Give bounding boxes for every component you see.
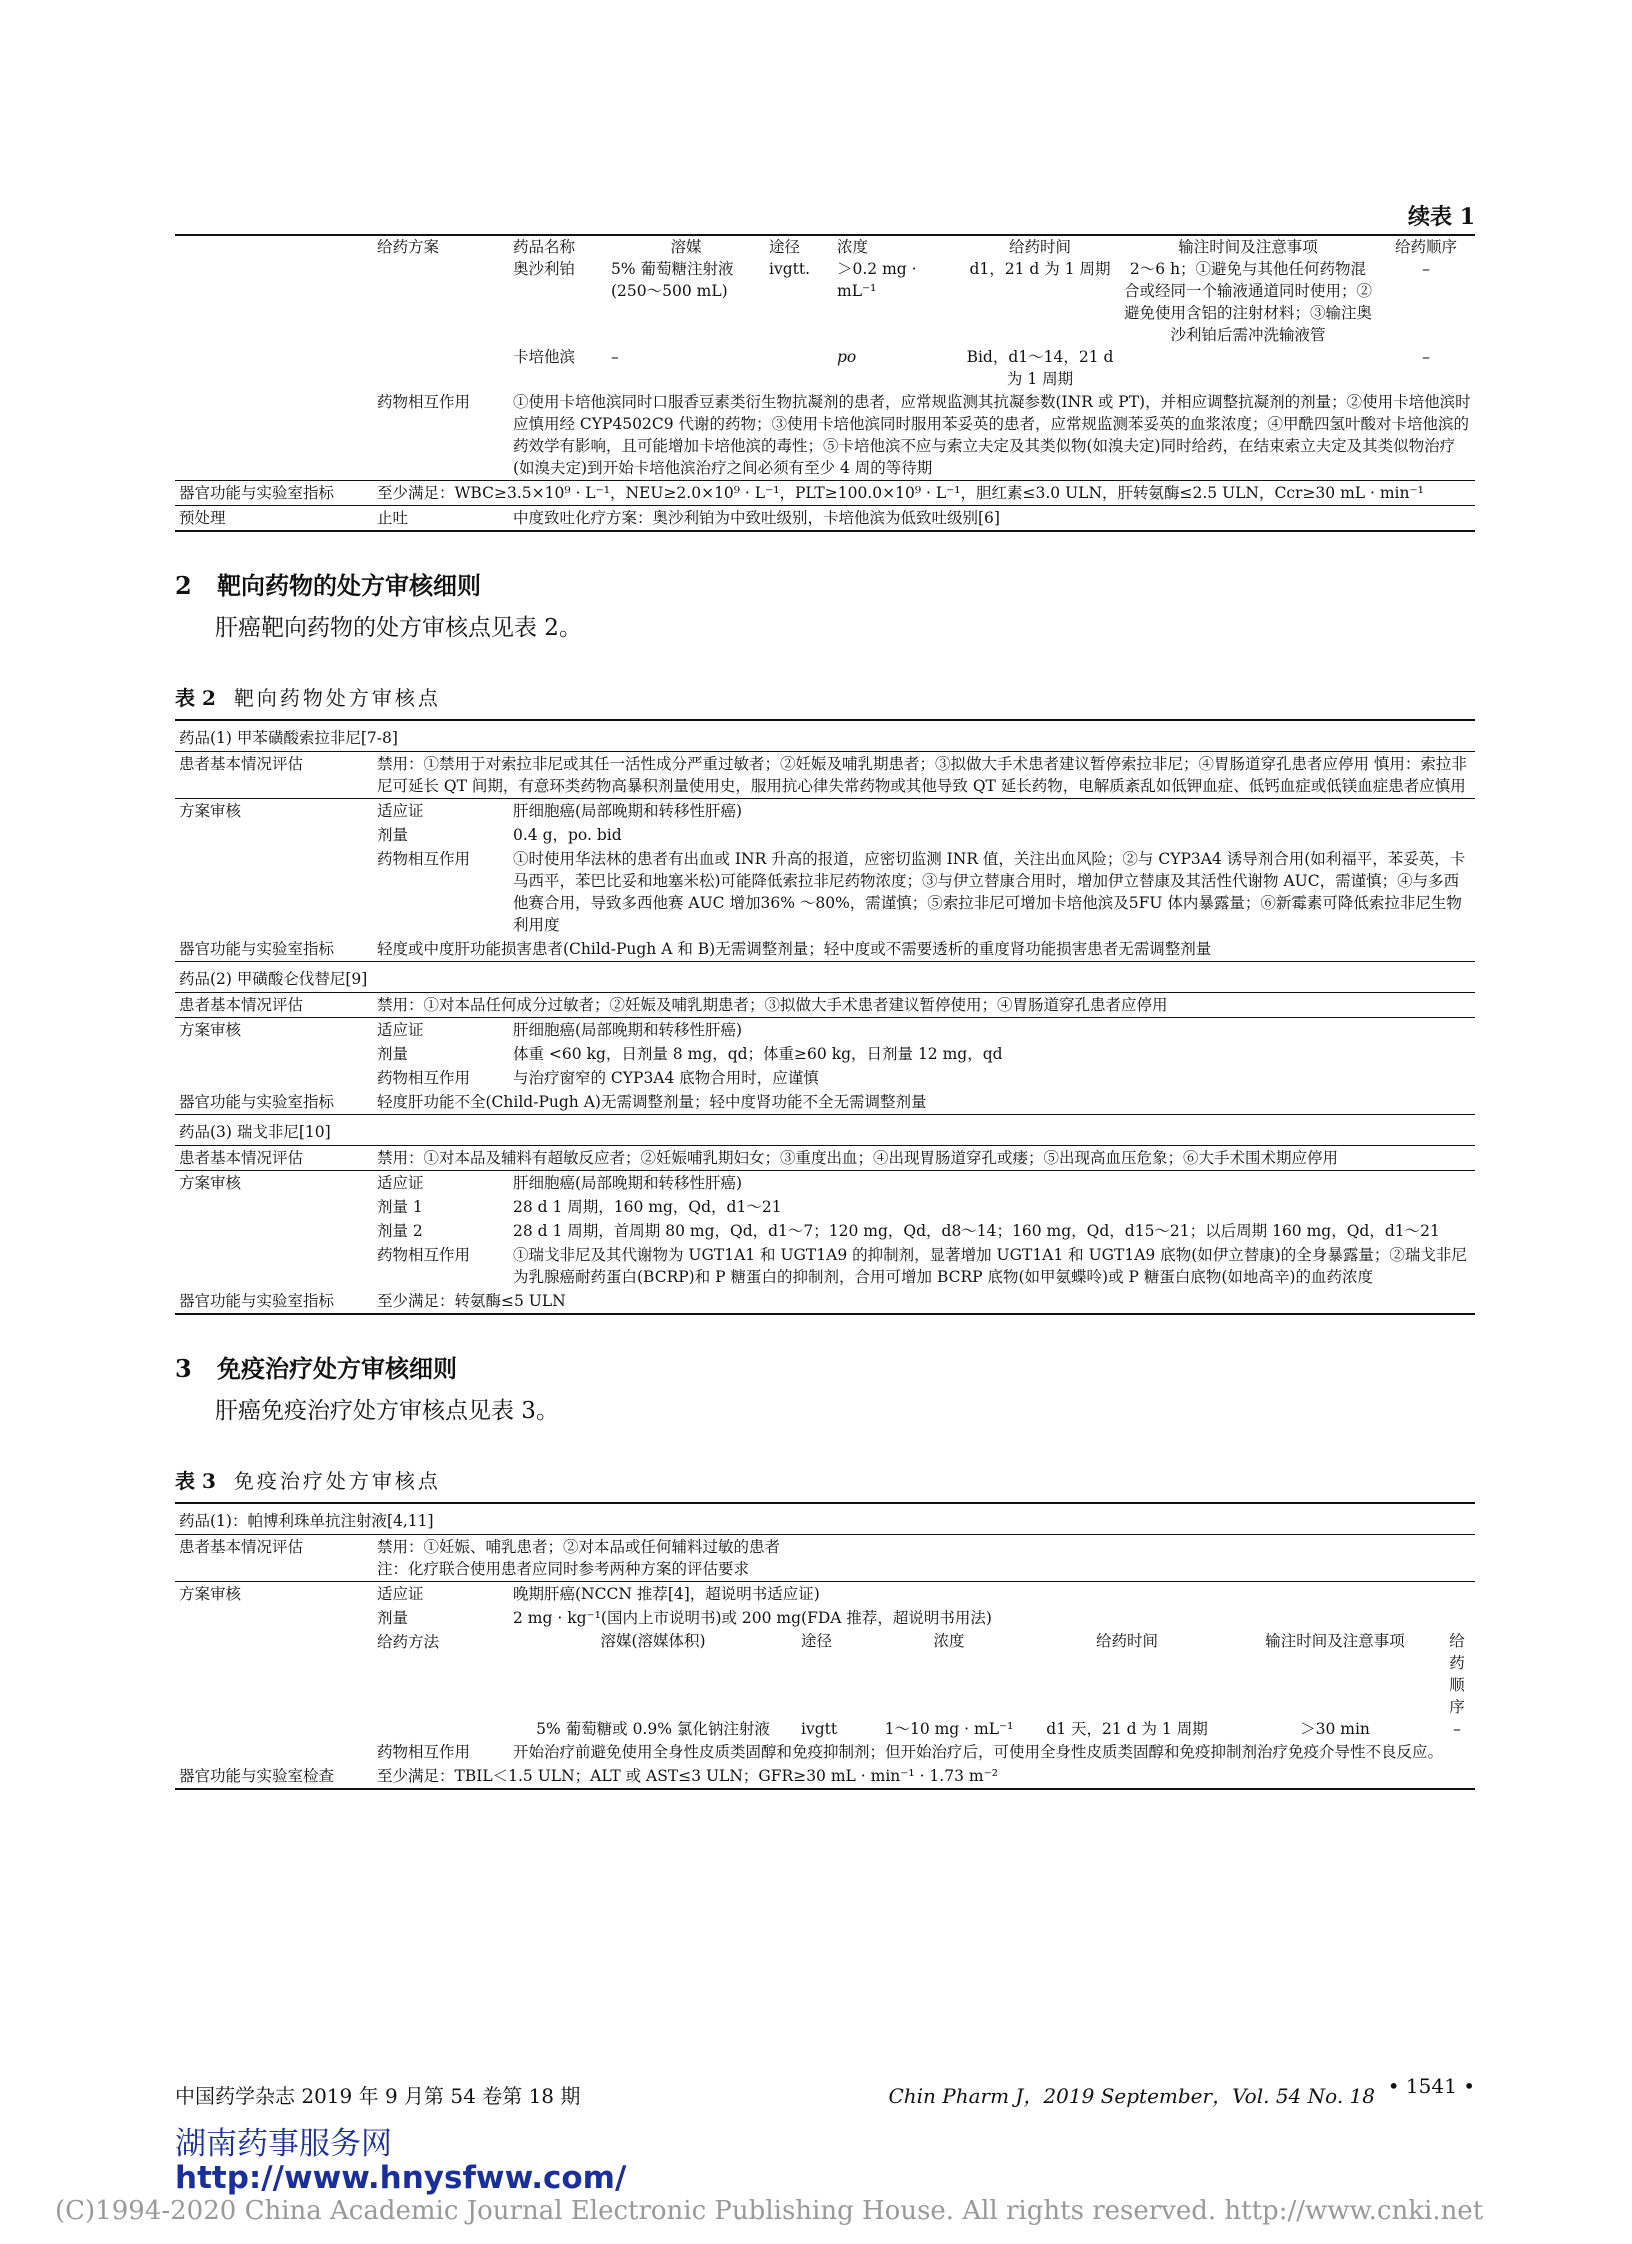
- plan-row: 剂量 2 mg · kg⁻¹(国内上市说明书)或 200 mg(FDA 推荐，超说明书用法): [377, 1609, 992, 1627]
- regimen-header-cell: 给药顺序: [1394, 238, 1457, 256]
- pretreatment-text: 中度致吐化疗方案：奥沙利铂为中致吐级别，卡培他滨为低致吐级别[6]: [509, 506, 1475, 532]
- organ-row: 器官功能与实验室指标 至少满足：转氨酶≤5 ULN: [179, 1292, 566, 1310]
- solvent: –: [611, 348, 619, 366]
- solvent: 5% 葡萄糖注射液(250～500 mL): [611, 260, 734, 300]
- table1-continued: [175, 234, 1475, 532]
- patient-row: 患者基本情况评估 禁用：①妊娠、哺乳患者；②对本品或任何辅料过敏的患者 注：化疗联合使用患者应同时参考两种方案的评估要求: [179, 1538, 781, 1578]
- watermark-url[interactable]: http://www.hnysfww.com/: [175, 2160, 627, 2196]
- organ-row: 器官功能与实验室检查 至少满足：TBIL＜1.5 ULN；ALT 或 AST≤3 ULN；GFR≥30 mL · min⁻¹ · 1.73 m⁻²: [179, 1767, 998, 1785]
- row-label: 药物相互作用: [377, 393, 471, 411]
- patient-row: 患者基本情况评估 禁用：①禁用于对索拉非尼或其任一活性成分严重过敏者；②妊娠及哺乳期患者；③拟做大手术患者建议暂停索拉非尼；④胃肠道穿孔患者应停用 慎用：索拉非尼可延长 QT 间期，有意环类药物高暴积剂量使用史，服用抗心律失常药物或其他导致 QT 延长药物，电解质紊乱如低钾血症、低钙血症或低镁血症患者应慎用: [179, 755, 1467, 795]
- organ-row: 器官功能与实验室指标 轻度肝功能不全(Child-Pugh A)无需调整剂量；轻中度肾功能不全无需调整剂量: [179, 1093, 927, 1111]
- drug-name: 卡培他滨: [513, 348, 576, 366]
- plan-row: 剂量 0.4 g，po. bid: [377, 826, 622, 844]
- regimen-header-cell: 给药时间: [1008, 238, 1071, 256]
- drug-header: 药品(3) 瑞戈非尼[10]: [175, 1115, 1475, 1146]
- page: [175, 200, 1475, 1790]
- plan-row: 药物相互作用 开始治疗前避免使用全身性皮质类固醇和免疫抑制剂；但开始治疗后，可使用全身性皮质类固醇和免疫抑制剂治疗免疫介导性不良反应。: [377, 1743, 1444, 1761]
- section-heading-3: 3 免疫治疗处方审核细则: [175, 1354, 457, 1383]
- organ-text: 至少满足：WBC≥3.5×10⁹ · L⁻¹，NEU≥2.0×10⁹ · L⁻¹，PLT≥100.0×10⁹ · L⁻¹，胆红素≤3.0 ULN，肝转氨酶≤2.5 ULN，Ccr≥30 mL · min⁻¹: [373, 481, 1475, 506]
- section-3-paragraph: 肝癌免疫治疗处方审核点见表 3。: [215, 1398, 559, 1424]
- plan-row: 药物相互作用 与治疗窗窄的 CYP3A4 底物合用时，应谨慎: [377, 1069, 819, 1087]
- regimen-row-oxaliplatin: [373, 258, 1475, 346]
- drug-name: 奥沙利铂: [513, 260, 576, 278]
- regimen-header: [373, 236, 1475, 258]
- page-number: • 1541 •: [1387, 2074, 1475, 2098]
- drug-header: 药品(1) 甲苯磺酸索拉非尼[7-8]: [175, 720, 1475, 752]
- table2-caption: 表 2 靶向药物处方审核点: [175, 686, 441, 710]
- interaction-text: ①使用卡培他滨同时口服香豆素类衍生物抗凝剂的患者，应常规监测其抗凝参数(INR 或 PT)，并相应调整抗凝剂的剂量；②使用卡培他滨时应慎用经 CYP4502C9 代谢的药物；③使用卡培他滨同时服用苯妥英的患者，应常规监测苯妥英的血浆浓度；④甲酰四氢叶酸对卡培他滨的药效学有影响，且可能增加卡培他滨的毒性；⑤卡培他滨不应与索立夫定及其类似物(如溴夫定)同时给药，在结束索立夫定及其类似物治疗(如溴夫定)到开始卡培他滨治疗之间必须有至少 4 周的等待期: [513, 393, 1471, 477]
- concentration: ＞0.2 mg · mL⁻¹: [837, 260, 917, 300]
- plan-row: 药物相互作用 ①时使用华法林的患者有出血或 INR 升高的报道，应密切监测 INR 值，关注出血风险；②与 CYP3A4 诱导剂合用(如利福平，苯妥英，卡马西平，苯巴比妥和地塞米松)可能降低索拉非尼药物浓度；③与伊立替康合用时，增加伊立替康及其活性代谢物 AUC，需谨慎；④与多西他赛合用，导致多西他赛 AUC 增加36% ～80%，需谨慎；⑤索拉非尼可增加卡培他滨及5FU 体内暴露量；⑥新霉素可降低索拉非尼生物利用度: [377, 850, 1466, 934]
- plan-row: 剂量 体重 <60 kg，日剂量 8 mg，qd；体重≥60 kg，日剂量 12 mg，qd: [377, 1045, 1003, 1063]
- patient-row: 患者基本情况评估 禁用：①对本品任何成分过敏者；②妊娠及哺乳期患者；③拟做大手术患者建议暂停使用；④胃肠道穿孔患者应停用: [179, 996, 1168, 1014]
- regimen-header-cell: 浓度: [837, 238, 869, 256]
- table1-continued-label: 续表 1: [1408, 204, 1475, 230]
- regimen-header-cell: 溶媒: [670, 238, 702, 256]
- interaction-row: [175, 390, 1475, 481]
- method-header-row: 给药方法 溶媒(溶媒体积) 途径 浓度 给药时间 输注时间及注意事项 给药顺序 5% 葡萄糖或 0.9% 氯化钠注射液 ivgtt 1～10 mg · mL⁻¹ d1 天，21 d 为 1 周期 ＞30 min –: [175, 1630, 1475, 1740]
- order: –: [1422, 348, 1430, 366]
- plan-row: 方案审核 适应证 肝细胞癌(局部晚期和转移性肝癌): [175, 1171, 1475, 1196]
- pretreatment-row: [175, 506, 1475, 532]
- method-table: 溶媒(溶媒体积) 途径 浓度 给药时间 输注时间及注意事项 给药顺序 5% 葡萄糖或 0.9% 氯化钠注射液 ivgtt 1～10 mg · mL⁻¹ d1 天，21 d 为 1 周期 ＞30 min –: [536, 1632, 1465, 1738]
- order: –: [1422, 260, 1430, 278]
- regimen-header-cell: 药品名称: [513, 238, 576, 256]
- regimen-header-cell: 给药方案: [377, 238, 440, 256]
- infusion-notes: 2～6 h；①避免与其他任何药物混合或经同一个输液通道同时使用；②避免使用含铝的注射材料；③输注奥沙利铂后需冲洗输液管: [1123, 260, 1372, 344]
- patient-row: 患者基本情况评估 禁用：①对本品及辅料有超敏反应者；②妊娠哺乳期妇女；③重度出血；④出现胃肠道穿孔或瘘；⑤出现高血压危象；⑥大手术围术期应停用: [179, 1149, 1339, 1167]
- plan-row: 剂量 1 28 d 1 周期，160 mg，Qd，d1～21: [377, 1198, 782, 1216]
- section-2-paragraph: 肝癌靶向药物的处方审核点见表 2。: [215, 615, 582, 641]
- section-heading-2: 2 靶向药物的处方审核细则: [175, 571, 481, 600]
- route: ivgtt.: [769, 260, 811, 278]
- journal-en: Chin Pharm J，2019 September，Vol. 54 No. 18: [888, 2084, 1375, 2108]
- regimen-row-capecitabine: [373, 346, 1475, 390]
- regimen-header-cell: 途径: [769, 238, 801, 256]
- organ-row: [175, 481, 1475, 506]
- dosing-time: d1，21 d 为 1 周期: [969, 260, 1111, 278]
- table2: [175, 719, 1475, 1315]
- row-label: 器官功能与实验室指标: [175, 481, 373, 506]
- regimen-table: [373, 236, 1475, 390]
- table3: [175, 1502, 1475, 1790]
- plan-row: 药物相互作用 ①瑞戈非尼及其代谢物为 UGT1A1 和 UGT1A9 的抑制剂，显著增加 UGT1A1 和 UGT1A9 底物(如伊立替康)的全身暴露量；②瑞戈非尼为乳腺癌耐药蛋白(BCRP)和 P 糖蛋白的抑制剂，合用可增加 BCRP 底物(如甲氨蝶呤)或 P 糖蛋白底物(如地高辛)的血药浓度: [377, 1246, 1467, 1286]
- dosing-time: Bid，d1～14，21 d 为 1 周期: [966, 348, 1114, 388]
- plan-row: 方案审核 适应证 肝细胞癌(局部晚期和转移性肝癌): [175, 799, 1475, 824]
- row-label: 预处理: [175, 506, 373, 532]
- regimen-header-cell: 输注时间及注意事项: [1178, 238, 1318, 256]
- plan-row: 方案审核 适应证 晚期肝癌(NCCN 推荐[4]，超说明书适应证): [175, 1582, 1475, 1607]
- copyright: (C)1994-2020 China Academic Journal Electronic Publishing House. All rights reserved. http://www.cnki.net: [55, 2196, 1484, 2226]
- journal-cn: 中国药学杂志 2019 年 9 月第 54 卷第 18 期: [175, 2084, 581, 2108]
- row-sublabel: 止吐: [373, 506, 509, 532]
- plan-row: 剂量 2 28 d 1 周期，首周期 80 mg，Qd，d1～7；120 mg，Qd，d8～14；160 mg，Qd，d15～21；以后周期 160 mg，Qd，d1～21: [377, 1222, 1440, 1240]
- route: po: [837, 348, 857, 366]
- drug-header: 药品(2) 甲磺酸仑伐替尼[9]: [175, 962, 1475, 993]
- table3-caption: 表 3 免疫治疗处方审核点: [175, 1469, 441, 1493]
- plan-row: 方案审核 适应证 肝细胞癌(局部晚期和转移性肝癌): [175, 1018, 1475, 1043]
- drug-header: 药品(1)：帕博利珠单抗注射液[4,11]: [175, 1503, 1475, 1535]
- watermark-name: 湖南药事服务网: [175, 2126, 392, 2162]
- organ-row: 器官功能与实验室指标 轻度或中度肝功能损害患者(Child-Pugh A 和 B)无需调整剂量；轻中度或不需要透析的重度肾功能损害患者无需调整剂量: [179, 940, 1212, 958]
